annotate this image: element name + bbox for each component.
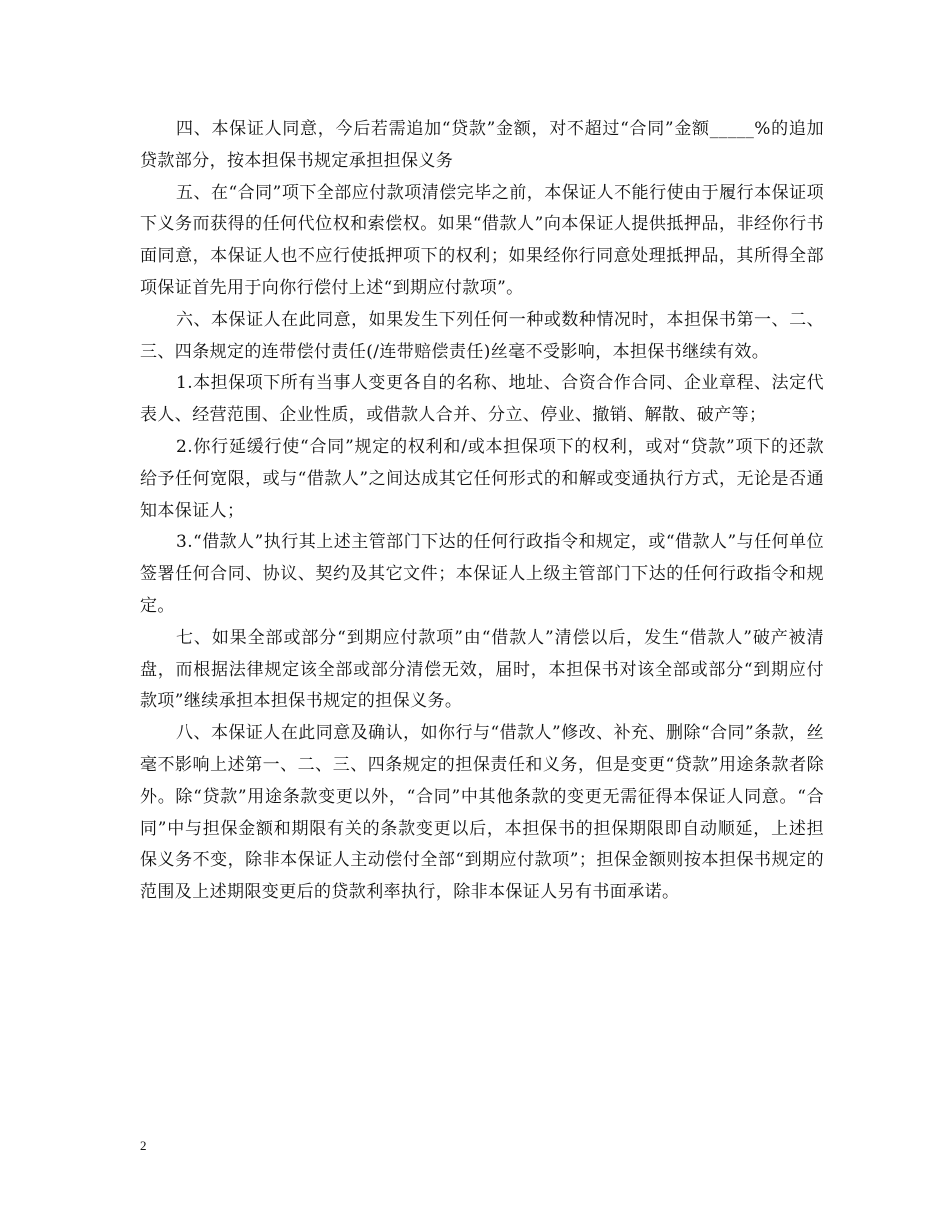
paragraph-clause-7: 七、如果全部或部分“到期应付款项”由“借款人”清偿以后，发生“借款人”破产被清盘，而根据法律规定该全部或部分清偿无效，届时，本担保书对该全部或部分“到期应付款项”继续承担本担保书规定的担保义务。	[140, 627, 824, 712]
paragraph-clause-5: 五、在“合同”项下全部应付款项清偿完毕之前，本保证人不能行使由于履行本保证项下义务而获得的任何代位权和索偿权。如果“借款人”向本保证人提供抵押品，非经你行书面同意，本保证人也不应行使抵押项下的权利；如果经你行同意处理抵押品，其所得全部项保证首先用于向你行偿付上述“到期应付款项”。	[140, 182, 824, 298]
paragraph-item-2: 2.你行延缓行使“合同”规定的权利和/或本担保项下的权利，或对“贷款”项下的还款给予任何宽限，或与“借款人”之间达成其它任何形式的和解或变通执行方式，无论是否通知本保证人；	[140, 436, 824, 521]
paragraph-item-3: 3.“借款人”执行其上述主管部门下达的任何行政指令和规定，或“借款人”与任何单位签署任何合同、协议、契约及其它文件；本保证人上级主管部门下达的任何行政指令和规定。	[140, 532, 824, 616]
paragraph-clause-6: 六、本保证人在此同意，如果发生下列任何一种或数种情况时，本担保书第一、二、三、四条规定的连带偿付责任(/连带赔偿责任)丝毫不受影响，本担保书继续有效。	[140, 309, 824, 362]
paragraph-clause-8: 八、本保证人在此同意及确认，如你行与“借款人”修改、补充、删除“合同”条款，丝毫不影响上述第一、二、三、四条规定的担保责任和义务，但是变更“贷款”用途条款者除外。除“贷款”用途条款变更以外，“合同”中其他条款的变更无需征得本保证人同意。“合同”中与担保金额和期限有关的条款变更以后，本担保书的担保期限即自动顺延，上述担保义务不变，除非本保证人主动偿付全部“到期应付款项”；担保金额则按本担保书规定的范围及上述期限变更后的贷款利率执行，除非本保证人另有书面承诺。	[140, 723, 824, 903]
page-number: 2	[140, 1138, 147, 1153]
paragraph-clause-4: 四、本保证人同意，今后若需追加“贷款”金额，对不超过“合同”金额_____%的追加贷款部分，按本担保书规定承担担保义务	[140, 119, 824, 171]
paragraph-item-1: 1.本担保项下所有当事人变更各自的名称、地址、合资合作合同、企业章程、法定代表人、经营范围、企业性质，或借款人合并、分立、停业、撤销、解散、破产等；	[140, 373, 824, 426]
body-text	[140, 114, 824, 909]
